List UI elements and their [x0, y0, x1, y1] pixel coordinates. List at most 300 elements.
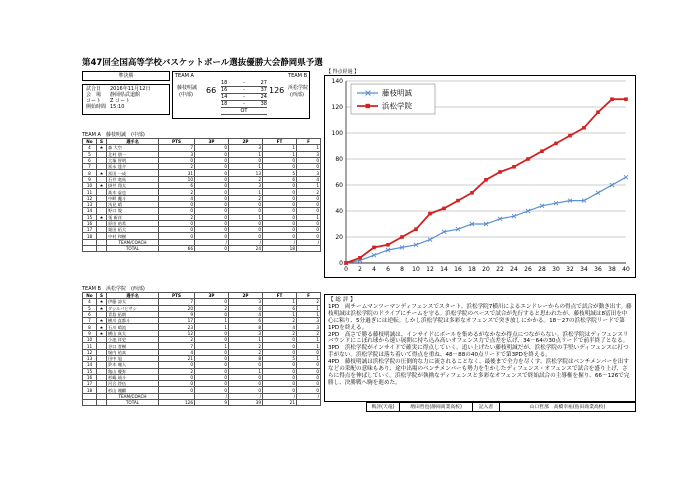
table-cell: 0 — [195, 157, 229, 163]
entry-name: 山口哲那 高橋幸祐(島田商業高校) — [529, 405, 606, 410]
table-cell: 11 — [83, 189, 97, 195]
table-row — [83, 400, 321, 406]
table-cell: 0 — [159, 227, 195, 233]
table-cell: 10 — [159, 176, 195, 182]
table-cell: 髙木 虚也 — [107, 189, 159, 195]
table-cell: 1 — [195, 324, 229, 330]
x-tick-label: 22 — [496, 266, 504, 273]
y-tick-label: 80 — [335, 156, 343, 163]
table-cell: 0 — [195, 355, 229, 361]
table-cell: 0 — [159, 381, 195, 387]
table-cell: 17 — [83, 381, 97, 387]
table-cell: 0 — [297, 374, 321, 380]
table-cell: 1 — [297, 355, 321, 361]
table-cell: 0 — [263, 374, 297, 380]
info-time: 15:10 — [110, 104, 125, 110]
table-cell: 横川 直都斗 — [107, 318, 159, 324]
table-cell: 0 — [229, 387, 263, 393]
team-b-table — [82, 292, 321, 406]
table-cell: 23 — [159, 324, 195, 330]
table-cell: 2 — [159, 337, 195, 343]
table-cell: 0 — [195, 233, 229, 239]
table-cell: 1 — [297, 311, 321, 317]
table-cell: 13 — [229, 170, 263, 176]
table-cell: 3 — [229, 299, 263, 305]
table-cell: 11 — [83, 343, 97, 349]
table-cell: 掛井 翔太 — [107, 183, 159, 189]
team-b-area: (西部) — [290, 92, 304, 98]
team-b-header-cell: 選手名 — [107, 293, 159, 299]
table-cell: 0 — [297, 233, 321, 239]
series-2-point — [484, 178, 488, 182]
table-cell: 0 — [229, 233, 263, 239]
x-tick-label: 20 — [482, 266, 490, 273]
team-b-total: 126 — [269, 86, 285, 95]
team-a-header-cell: S — [97, 139, 107, 145]
table-cell: 0 — [263, 227, 297, 233]
table-cell: 冨永 達介 — [107, 164, 159, 170]
page-title: 第47回全国高等学校バスケットボール選抜優勝大会静岡県予選 — [82, 58, 323, 68]
table-cell: 0 — [297, 208, 321, 214]
series-2-point — [512, 165, 516, 169]
table-cell — [97, 400, 107, 406]
team-a-stats — [82, 138, 321, 252]
commentary-2pd: 2PD 高さで勝る藤枝明誠は、インサイドにボールを集めるがなかなか得点につながらない。浜松学院はディフェンスリバウンドにこぼれ球から速い展開に持ち込み高いオフェンス力で点差を広げ、34－64の30点リードで前半終了となる。 — [328, 331, 629, 345]
table-cell: 6 — [263, 305, 297, 311]
table-cell: 10 — [83, 337, 97, 343]
table-cell: 6 — [263, 176, 297, 182]
series-2-point — [596, 110, 600, 114]
table-cell: 21 — [159, 355, 195, 361]
p4-dash: - — [243, 101, 245, 107]
table-cell: 浅見 晴 — [107, 201, 159, 207]
series-2-point — [442, 207, 446, 211]
team-a-area: (中部) — [179, 92, 193, 98]
table-cell: 2 — [297, 330, 321, 336]
table-cell: 0 — [297, 157, 321, 163]
table-cell: 0 — [263, 337, 297, 343]
p2-b: 37 — [260, 87, 267, 93]
table-cell: 15 — [83, 368, 97, 374]
period-1 — [221, 80, 267, 87]
p4-b: 38 — [260, 101, 267, 107]
p1-b: 27 — [260, 80, 267, 86]
y-tick-label: 100 — [331, 130, 343, 137]
table-cell: / — [229, 239, 263, 245]
table-cell: 堀内 祐真 — [107, 349, 159, 355]
table-cell: ★ — [97, 299, 107, 305]
table-cell: 0 — [195, 145, 229, 151]
table-cell: 0 — [195, 201, 229, 207]
p3-dash: - — [243, 94, 245, 100]
table-cell: 0 — [195, 311, 229, 317]
table-cell: 張 新祥 — [107, 214, 159, 220]
team-a-header-cell: No — [83, 139, 97, 145]
table-cell: 河合 啓伍 — [107, 381, 159, 387]
table-cell: 7 — [83, 164, 97, 170]
table-cell: 1 — [229, 214, 263, 220]
round-label: 準決勝 — [118, 73, 134, 79]
table-cell: 0 — [263, 195, 297, 201]
table-cell: 0 — [263, 183, 297, 189]
table-cell: 2 — [297, 299, 321, 305]
table-cell: 0 — [159, 387, 195, 393]
table-cell: 0 — [159, 374, 195, 380]
game-info-values — [110, 86, 150, 110]
table-cell: / — [195, 393, 229, 399]
period-2 — [221, 87, 267, 94]
table-cell: 16 — [83, 220, 97, 226]
x-tick-label: 16 — [454, 266, 462, 273]
table-cell: 3 — [229, 183, 263, 189]
series-2-point — [358, 256, 362, 260]
table-cell: 1 — [263, 311, 297, 317]
y-tick-label: 20 — [335, 234, 343, 241]
series-2-point — [456, 199, 460, 203]
table-cell: 0 — [297, 381, 321, 387]
table-cell: 8 — [229, 355, 263, 361]
table-cell: 1 — [195, 343, 229, 349]
table-cell: 0 — [297, 368, 321, 374]
table-cell: ★ — [97, 324, 107, 330]
x-tick-label: 38 — [608, 266, 616, 273]
table-cell: 杉嶋 琉斗 — [107, 374, 159, 380]
table-cell: 12 — [83, 195, 97, 201]
table-cell: 小池 祥史 — [107, 337, 159, 343]
table-cell: 亀山 優弥 — [107, 368, 159, 374]
table-cell: 大塚 智明 — [107, 157, 159, 163]
table-cell: 6 — [229, 318, 263, 324]
table-cell: 9 — [195, 400, 229, 406]
team-b-header-cell: No — [83, 293, 97, 299]
table-cell: 0 — [229, 374, 263, 380]
game-info-labels — [86, 86, 110, 110]
series-2-point — [344, 261, 348, 265]
table-cell: 2 — [159, 164, 195, 170]
table-cell: 北村 朋一 — [107, 151, 159, 157]
info-label-court: コート — [86, 98, 102, 104]
table-cell: 0 — [159, 201, 195, 207]
table-cell: 0 — [263, 157, 297, 163]
y-tick-label: 60 — [335, 182, 343, 189]
table-cell: 6 — [83, 311, 97, 317]
table-cell: 0 — [263, 349, 297, 355]
table-cell: 4 — [229, 305, 263, 311]
table-cell: 17 — [83, 227, 97, 233]
table-cell: 4 — [83, 299, 97, 305]
info-court: Z コート — [110, 98, 131, 104]
table-cell: 7 — [159, 343, 195, 349]
table-cell: / — [195, 239, 229, 245]
info-venue: 静岡県武道館 — [110, 92, 141, 98]
table-cell: ★ — [97, 170, 107, 176]
series-2-point — [372, 246, 376, 250]
team-b-header-cell: S — [97, 293, 107, 299]
team-b-header-cell: 3P — [195, 293, 229, 299]
legend-marker — [366, 104, 370, 108]
team-b-header-cell: PTS — [159, 293, 195, 299]
commentary-title: 【 総 評 】 — [328, 297, 356, 303]
table-cell: 0 — [159, 220, 195, 226]
y-tick-label: 120 — [331, 104, 343, 111]
table-cell: 0 — [195, 374, 229, 380]
table-cell: 0 — [263, 208, 297, 214]
x-tick-label: 24 — [510, 266, 518, 273]
table-cell: 0 — [195, 381, 229, 387]
team-b-header-cell: FT — [263, 293, 297, 299]
table-cell: 0 — [159, 208, 195, 214]
team-a-header-cell: FT — [263, 139, 297, 145]
team-b-header-cell: F — [297, 293, 321, 299]
table-cell — [83, 246, 97, 252]
y-tick-label: 40 — [335, 208, 343, 215]
table-cell: 1 — [263, 299, 297, 305]
commentary-4pd: 4PD 藤枝明誠は浜松学院の圧倒的な力に流されることなく、最後まで全力を尽くす。浜松学院はベンチメンバーを出すなどの采配の意味もあり、途中出場のベンチメンバーも勢力を生かしたディフェンス・オフェンスで試合を盛り上げ、さらに得点を伸ばしていく。浜松学院が執拗なディフェンスと多彩なオフェンスで終始試合の主導権を握り、66－126で完勝し、決勝戦へ駒を進めた。 — [328, 359, 630, 386]
legend-label: 浜松学院 — [382, 101, 412, 111]
table-cell: 1 — [229, 337, 263, 343]
x-tick-label: 36 — [594, 266, 602, 273]
table-cell: 3 — [229, 145, 263, 151]
table-cell: 0 — [263, 214, 297, 220]
team-a-header-cell: PTS — [159, 139, 195, 145]
table-cell: 0 — [195, 164, 229, 170]
table-cell: 12 — [83, 349, 97, 355]
table-cell: 4 — [159, 195, 195, 201]
table-cell: 4 — [229, 311, 263, 317]
table-cell: 0 — [159, 233, 195, 239]
table-cell: 中村 和樹 — [107, 233, 159, 239]
team-b-tag: TEAM B — [288, 73, 307, 79]
table-cell: ★ — [97, 145, 107, 151]
x-tick-label: 32 — [566, 266, 574, 273]
table-cell: 0 — [195, 183, 229, 189]
table-cell: 2 — [159, 368, 195, 374]
table-cell: 1 — [263, 151, 297, 157]
series-2-point — [540, 149, 544, 153]
period-3 — [221, 94, 267, 101]
series-2-point — [470, 191, 474, 195]
team-b-label: TEAM B 浜松学院 (西部) — [82, 286, 145, 292]
series-2-point — [526, 157, 530, 161]
table-cell: 1 — [297, 305, 321, 311]
p1-dash: - — [243, 80, 245, 86]
table-cell: 17 — [159, 318, 195, 324]
p3-a: 14 — [221, 94, 228, 100]
team-a-table — [82, 138, 321, 252]
table-cell: 14 — [83, 362, 97, 368]
table-cell: 4 — [297, 176, 321, 182]
table-cell: 2 — [229, 195, 263, 201]
table-cell: TEAM/COACH — [107, 239, 159, 245]
table-cell: 18 — [263, 246, 297, 252]
table-cell: 21 — [263, 400, 297, 406]
table-cell: 栗田 拓大 — [107, 227, 159, 233]
table-cell: 4 — [159, 349, 195, 355]
table-cell: 田中 旭 — [107, 355, 159, 361]
table-cell: 4 — [263, 324, 297, 330]
series-2-point — [428, 212, 432, 216]
legend-label: 藤枝明誠 — [382, 88, 412, 98]
table-cell: 0 — [195, 330, 229, 336]
table-cell: 0 — [195, 387, 229, 393]
table-cell: 野口 俊 — [107, 208, 159, 214]
table-cell: / — [297, 239, 321, 245]
table-cell: 3 — [297, 170, 321, 176]
table-cell: 0 — [263, 164, 297, 170]
x-tick-label: 14 — [440, 266, 448, 273]
table-cell: ★ — [97, 183, 107, 189]
table-cell: 2 — [195, 305, 229, 311]
table-cell: 0 — [195, 362, 229, 368]
team-a-total: 66 — [206, 86, 217, 95]
p2-dash: - — [243, 87, 245, 93]
series-2-point — [414, 227, 418, 231]
team-a-tag: TEAM A — [175, 73, 194, 79]
table-cell: 10 — [83, 183, 97, 189]
table-cell: 1 — [195, 318, 229, 324]
commentary-1pd: 1PD 両チームマンツーマンディフェンスでスタート。浜松学院7横川によるエンドレーからの得点で試合が動き出す。藤枝明誠は浜松学院のドライブにチームを守る。浜松学院のペースで試合が先行すると思われたが、藤枝明誠は8冨田を中心に粘り、5分過ぎには逆転。しかし浜松学院は多彩なオフェンスで突き放しにかかる。18－27の浜松学院リードで第1PDを終える。 — [328, 303, 632, 331]
table-cell: 0 — [297, 387, 321, 393]
table-cell: 8 — [229, 324, 263, 330]
table-cell: 0 — [195, 337, 229, 343]
table-cell: 7 — [159, 145, 195, 151]
table-cell: 0 — [263, 381, 297, 387]
table-cell: 0 — [195, 220, 229, 226]
team-a-header-cell: F — [297, 139, 321, 145]
table-cell: 1 — [263, 145, 297, 151]
table-cell: 7 — [159, 299, 195, 305]
table-cell: 冨田 一成 — [107, 170, 159, 176]
table-cell: 中畔 魔斗 — [107, 195, 159, 201]
team-b-stats — [82, 292, 321, 406]
table-cell: ★ — [97, 318, 107, 324]
score-progression-chart — [324, 75, 636, 278]
x-tick-label: 30 — [552, 266, 560, 273]
table-cell — [297, 400, 321, 406]
p3-b: 24 — [260, 94, 267, 100]
x-tick-label: 0 — [344, 266, 348, 273]
table-cell: 谷口 誉樹 — [107, 343, 159, 349]
table-cell — [97, 246, 107, 252]
table-cell: 39 — [229, 400, 263, 406]
table-cell: 2 — [159, 214, 195, 220]
round-box — [82, 71, 170, 81]
table-cell: 0 — [229, 157, 263, 163]
table-cell: 9 — [83, 330, 97, 336]
table-cell: 8 — [83, 324, 97, 330]
table-cell: 0 — [297, 201, 321, 207]
table-cell: 2 — [229, 349, 263, 355]
table-cell: 2 — [229, 343, 263, 349]
table-cell: 0 — [263, 220, 297, 226]
table-cell: 3 — [297, 324, 321, 330]
table-cell: 8 — [83, 170, 97, 176]
table-cell: 13 — [83, 355, 97, 361]
table-cell: 126 — [159, 400, 195, 406]
table-cell: 伊藤 諒太 — [107, 299, 159, 305]
table-cell — [83, 400, 97, 406]
table-cell: ダシルバヒサシ — [107, 305, 159, 311]
table-cell: 0 — [229, 201, 263, 207]
table-cell: 18 — [83, 233, 97, 239]
game-info-box — [82, 84, 170, 115]
table-cell: 3 — [229, 330, 263, 336]
table-cell: 16 — [83, 374, 97, 380]
table-cell: 1 — [297, 337, 321, 343]
table-cell: 0 — [263, 362, 297, 368]
info-label-venue: 会 場 — [86, 92, 102, 98]
table-cell: 1 — [229, 164, 263, 170]
table-cell: 0 — [195, 170, 229, 176]
team-a-label: TEAM A 藤枝明誠 (中部) — [82, 132, 145, 138]
table-cell: 2 — [297, 189, 321, 195]
table-cell — [297, 246, 321, 252]
table-cell: 5 — [83, 305, 97, 311]
team-a-header-cell: 2P — [229, 139, 263, 145]
table-cell: / — [297, 393, 321, 399]
team-a-header-cell: 3P — [195, 139, 229, 145]
table-cell: 原田 裕希 — [107, 220, 159, 226]
series-2-point — [610, 97, 614, 101]
table-cell: 3 — [297, 318, 321, 324]
table-cell: 2 — [263, 318, 297, 324]
x-tick-label: 10 — [412, 266, 420, 273]
table-cell: 1 — [297, 214, 321, 220]
table-cell: 0 — [229, 362, 263, 368]
table-cell: / — [263, 239, 297, 245]
table-cell: 2 — [229, 176, 263, 182]
table-cell: 0 — [297, 362, 321, 368]
table-cell: 1 — [229, 189, 263, 195]
x-tick-label: 34 — [580, 266, 588, 273]
period-scores — [221, 80, 267, 115]
table-cell: 31 — [159, 170, 195, 176]
table-cell: 1 — [297, 145, 321, 151]
table-cell: 6 — [159, 183, 195, 189]
table-cell: 9 — [159, 311, 195, 317]
table-cell: 2 — [159, 189, 195, 195]
table-cell: 石川 晴流 — [107, 324, 159, 330]
p2-a: 16 — [221, 87, 228, 93]
table-cell: 0 — [195, 368, 229, 374]
commentary-box — [324, 294, 636, 402]
team-b-name: 浜松学院 — [288, 85, 309, 91]
table-cell: 1 — [297, 343, 321, 349]
table-cell: 0 — [229, 208, 263, 214]
score-box — [172, 71, 310, 119]
x-tick-label: 2 — [358, 266, 362, 273]
series-2-point — [582, 126, 586, 130]
table-cell: 13 — [83, 201, 97, 207]
table-cell: TOTAL — [107, 246, 159, 252]
table-cell: 0 — [297, 349, 321, 355]
commentary-3pd: 3PD 浜松学院がインサイドで確実に得点していく。追い上げたい藤枝明誠だが、浜松学院の手堅いディフェンスに打つ手がない。浜松学院は落ち着いて得点を重ね、48－88の40点リードで第3PDを終える。 — [328, 345, 629, 359]
y-tick-label: 140 — [331, 78, 343, 85]
series-2-point — [386, 243, 390, 247]
table-cell: 青島 拓朗 — [107, 311, 159, 317]
team-a-header-cell: 選手名 — [107, 139, 159, 145]
table-cell: 24 — [229, 246, 263, 252]
table-cell: 0 — [229, 220, 263, 226]
table-cell: 0 — [195, 299, 229, 305]
series-2-point — [498, 170, 502, 174]
table-cell: 0 — [229, 227, 263, 233]
table-cell: 横山 真太 — [107, 330, 159, 336]
info-date: 2016年11月12日 — [110, 86, 151, 92]
x-tick-label: 26 — [524, 266, 532, 273]
table-cell: 0 — [263, 343, 297, 349]
table-cell: 1 — [297, 183, 321, 189]
